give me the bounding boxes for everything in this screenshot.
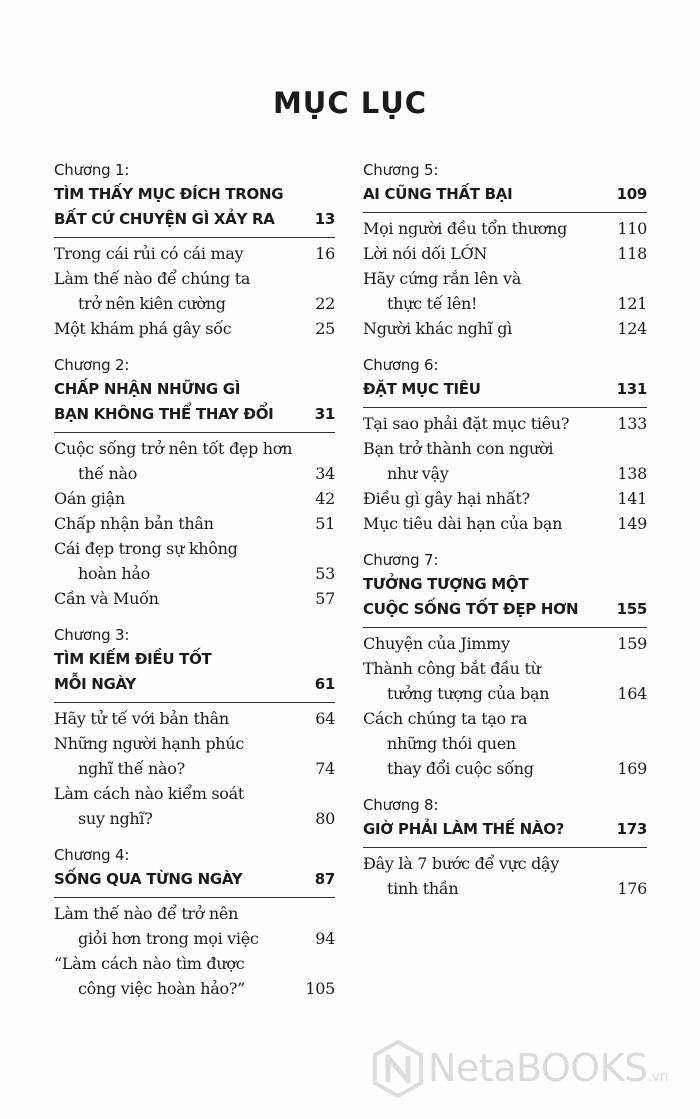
toc-entry	[54, 316, 335, 341]
toc-entry-page-number: 25	[315, 319, 335, 338]
chapter-title	[54, 377, 335, 427]
toc-entry-line: Cái đẹp trong sự không	[54, 539, 238, 558]
toc-entry	[54, 436, 335, 486]
toc-right-column	[363, 158, 647, 913]
toc-entry-line: Làm thế nào để trở nên	[54, 904, 239, 923]
toc-entry-line: suy nghĩ?	[78, 809, 153, 828]
toc-entry-page-number: 159	[617, 634, 647, 653]
toc-entry-line: thay đổi cuộc sống	[387, 759, 534, 778]
toc-entry	[54, 266, 335, 316]
toc-entry	[54, 536, 335, 586]
toc-entry	[363, 656, 647, 706]
toc-entry-page-number: 80	[315, 809, 335, 828]
chapter-divider	[363, 212, 647, 213]
toc-entry-line: Một khám phá gây sốc	[54, 319, 232, 338]
toc-entry-line: thực tế lên!	[387, 294, 478, 313]
chapter-number: Chương 4:	[54, 846, 130, 864]
chapter-title-line: AI CŨNG THẤT BẠI	[363, 185, 513, 203]
chapter-title-line: TÌM KIẾM ĐIỀU TỐT	[54, 650, 212, 668]
chapter-title-line: GIỜ PHẢI LÀM THẾ NÀO?	[363, 820, 565, 838]
toc-entry-line: Chấp nhận bản thân	[54, 514, 214, 533]
chapter-title-line: ĐẶT MỤC TIÊU	[363, 380, 481, 398]
toc-entry-line: Hãy cứng rắn lên và	[363, 269, 521, 288]
neta-logo-icon	[372, 1040, 424, 1098]
chapter-block	[363, 548, 647, 781]
toc-entry-page-number: 57	[315, 589, 335, 608]
chapter-number: Chương 1:	[54, 161, 130, 179]
toc-entry-line: Bạn trở thành con người	[363, 439, 554, 458]
toc-entry	[54, 951, 335, 1001]
toc-entry-line: Đây là 7 bước để vực dậy	[363, 854, 559, 873]
toc-entry-line: Chuyện của Jimmy	[363, 634, 510, 653]
toc-entry-line: Cần và Muốn	[54, 589, 159, 608]
toc-entry	[54, 486, 335, 511]
chapter-divider	[54, 432, 335, 433]
toc-entry-line: tinh thần	[387, 879, 459, 898]
toc-entry	[54, 706, 335, 731]
toc-entry-page-number: 124	[617, 319, 647, 338]
toc-entry	[54, 511, 335, 536]
toc-entry-line: Người khác nghĩ gì	[363, 319, 512, 338]
toc-entry	[54, 781, 335, 831]
toc-entry-page-number: 133	[617, 414, 647, 433]
chapter-title	[363, 572, 647, 622]
chapter-number: Chương 8:	[363, 796, 439, 814]
toc-entry-line: Điều gì gây hại nhất?	[363, 489, 530, 508]
toc-entry-line: Tại sao phải đặt mục tiêu?	[363, 414, 570, 433]
chapter-title-line: BẠN KHÔNG THỂ THAY ĐỔI	[54, 405, 274, 423]
toc-entry-page-number: 22	[315, 294, 335, 313]
toc-entry	[363, 411, 647, 436]
toc-entry-line: Thành công bắt đầu từ	[363, 659, 541, 678]
chapter-page-number: 13	[314, 210, 335, 228]
chapter-block	[54, 353, 335, 611]
toc-entry	[54, 731, 335, 781]
chapter-divider	[54, 237, 335, 238]
toc-entry	[363, 436, 647, 486]
chapter-block	[54, 623, 335, 831]
toc-entry-page-number: 74	[315, 759, 335, 778]
toc-entry-line: giỏi hơn trong mọi việc	[78, 929, 259, 948]
chapter-title-line: CHẤP NHẬN NHỮNG GÌ	[54, 380, 241, 398]
toc-entry-page-number: 164	[617, 684, 647, 703]
toc-entry-line: thế nào	[78, 464, 138, 483]
toc-entry-page-number: 94	[315, 929, 335, 948]
toc-entry-line: Những người hạnh phúc	[54, 734, 244, 753]
chapter-title	[363, 182, 647, 207]
toc-entry-page-number: 138	[617, 464, 647, 483]
chapter-title	[54, 182, 335, 232]
watermark-brand: NetaBOOKS	[428, 1046, 648, 1090]
watermark-suffix: .vn	[647, 1069, 668, 1085]
chapter-title	[363, 817, 647, 842]
toc-entry-page-number: 149	[617, 514, 647, 533]
toc-entry-line: trở nên kiên cường	[78, 294, 226, 313]
chapter-block	[363, 158, 647, 341]
toc-entry	[363, 241, 647, 266]
toc-entry-page-number: 34	[315, 464, 335, 483]
chapter-title	[363, 377, 647, 402]
toc-entry-page-number: 51	[315, 514, 335, 533]
toc-entry-page-number: 110	[617, 219, 647, 238]
toc-entry-page-number: 42	[315, 489, 335, 508]
chapter-page-number: 31	[314, 405, 335, 423]
chapter-block	[54, 158, 335, 341]
toc-entry-line: công việc hoàn hảo?”	[78, 979, 246, 998]
chapter-divider	[363, 407, 647, 408]
toc-entry-page-number: 121	[617, 294, 647, 313]
toc-entry-page-number: 16	[315, 244, 335, 263]
toc-entry-page-number: 64	[315, 709, 335, 728]
toc-entry-line: Trong cái rủi có cái may	[54, 244, 244, 263]
chapter-page-number: 173	[616, 820, 647, 838]
toc-entry-line: Oán giận	[54, 489, 125, 508]
toc-entry	[363, 511, 647, 536]
chapter-number: Chương 7:	[363, 551, 439, 569]
chapter-block	[363, 353, 647, 536]
toc-entry-line: Mục tiêu dài hạn của bạn	[363, 514, 563, 533]
toc-entry-line: như vậy	[387, 464, 449, 483]
chapter-divider	[363, 627, 647, 628]
toc-entry	[54, 901, 335, 951]
chapter-title-line: MỖI NGÀY	[54, 675, 136, 693]
toc-entry-line: hoàn hảo	[78, 564, 150, 583]
toc-entry-line: Cách chúng ta tạo ra	[363, 709, 528, 728]
toc-entry-line: Hãy tử tế với bản thân	[54, 709, 229, 728]
chapter-page-number: 155	[616, 600, 647, 618]
watermark	[372, 1036, 692, 1106]
chapter-block	[363, 793, 647, 901]
chapter-divider	[54, 702, 335, 703]
toc-entry-line: “Làm cách nào tìm được	[54, 954, 245, 973]
chapter-title-line: TƯỞNG TƯỢNG MỘT	[363, 575, 529, 593]
toc-entry-page-number: 53	[315, 564, 335, 583]
toc-entry	[363, 216, 647, 241]
toc-entry-line: Mọi người đều tổn thương	[363, 219, 568, 238]
chapter-title-line: BẤT CỨ CHUYỆN GÌ XẢY RA	[54, 210, 275, 228]
chapter-title	[54, 867, 335, 892]
chapter-title-line: CUỘC SỐNG TỐT ĐẸP HƠN	[363, 600, 579, 618]
toc-entry	[54, 586, 335, 611]
toc-entry-line: Làm cách nào kiểm soát	[54, 784, 244, 803]
toc-entry	[54, 241, 335, 266]
toc-entry-line: Lời nói dối LỚN	[363, 244, 488, 263]
toc-left-column	[54, 158, 335, 1013]
toc-entry-line: nghĩ thế nào?	[78, 759, 185, 778]
watermark-text	[428, 1046, 668, 1090]
chapter-number: Chương 2:	[54, 356, 130, 374]
chapter-page-number: 109	[616, 185, 647, 203]
toc-entry-page-number: 118	[617, 244, 647, 263]
toc-entry-line: Làm thế nào để chúng ta	[54, 269, 251, 288]
chapter-title	[54, 647, 335, 697]
toc-entry-page-number: 141	[617, 489, 647, 508]
toc-entry	[363, 631, 647, 656]
toc-entry	[363, 316, 647, 341]
chapter-block	[54, 843, 335, 1001]
chapter-number: Chương 6:	[363, 356, 439, 374]
toc-entry	[363, 706, 647, 781]
toc-entry-page-number: 169	[617, 759, 647, 778]
chapter-number: Chương 3:	[54, 626, 130, 644]
toc-entry-line: những thói quen	[387, 734, 516, 753]
chapter-divider	[363, 847, 647, 848]
toc-entry	[363, 486, 647, 511]
toc-entry-line: Cuộc sống trở nên tốt đẹp hơn	[54, 439, 293, 458]
page-title: MỤC LỤC	[272, 86, 428, 120]
chapter-title-line: SỐNG QUA TỪNG NGÀY	[54, 870, 243, 888]
chapter-number: Chương 5:	[363, 161, 439, 179]
chapter-title-line: TÌM THẤY MỤC ĐÍCH TRONG	[54, 185, 284, 203]
chapter-page-number: 131	[616, 380, 647, 398]
chapter-divider	[54, 897, 335, 898]
toc-entry	[363, 851, 647, 901]
toc-entry-page-number: 105	[305, 979, 335, 998]
toc-entry-page-number: 176	[617, 879, 647, 898]
toc-entry	[363, 266, 647, 316]
chapter-page-number: 87	[314, 870, 335, 888]
toc-entry-line: tưởng tượng của bạn	[387, 684, 550, 703]
chapter-page-number: 61	[314, 675, 335, 693]
